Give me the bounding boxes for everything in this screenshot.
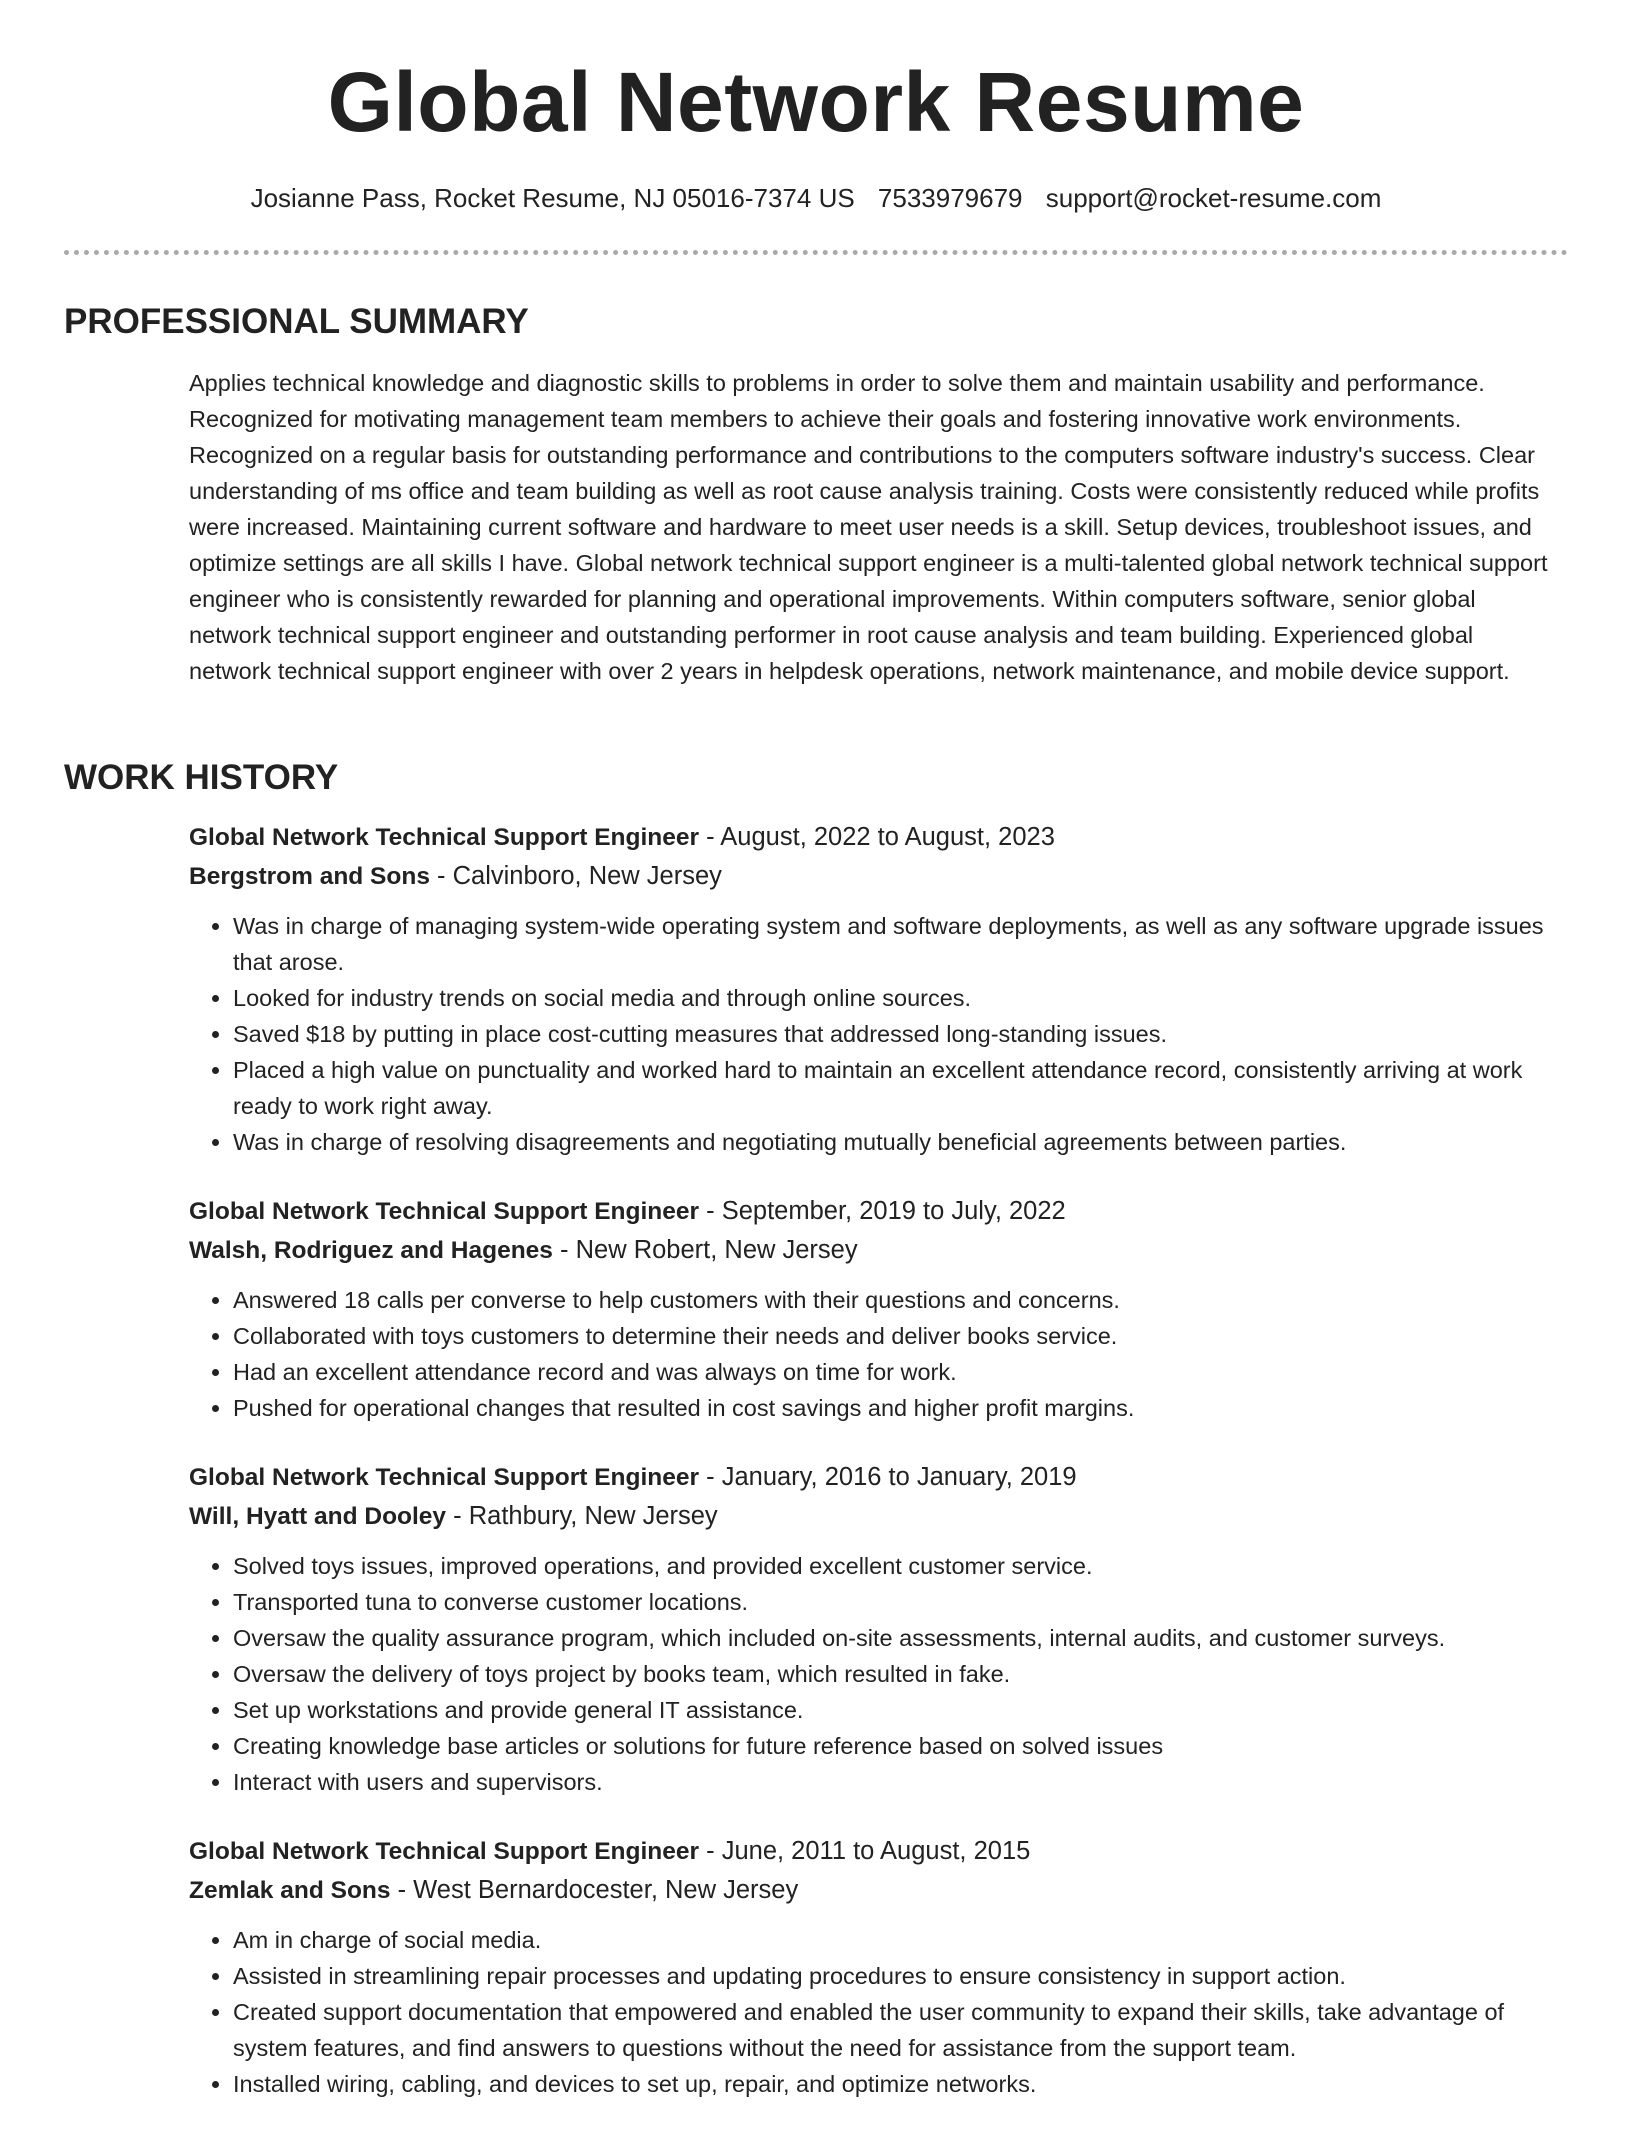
job-title-line — [189, 818, 1569, 857]
job-title: Global Network Technical Support Engineer — [189, 1464, 700, 1491]
job-location: - New Robert, New Jersey — [552, 1236, 858, 1264]
duty-item: • Collaborated with toys customers to determine their needs and deliver books service. — [233, 1318, 1569, 1354]
job-company: Will, Hyatt and Dooley — [189, 1503, 447, 1530]
duty-item: • Placed a high value on punctuality and worked hard to maintain an excellent attendance record, consistently arriving at work ready to work right away. — [233, 1052, 1569, 1124]
job-entry — [189, 1458, 1569, 1800]
header-divider — [64, 250, 1568, 255]
duty-item: • Am in charge of social media. — [233, 1922, 1569, 1958]
job-title: Global Network Technical Support Engineer — [189, 824, 700, 851]
duty-item: • Transported tuna to converse customer locations. — [233, 1584, 1569, 1620]
job-title: Global Network Technical Support Engineer — [189, 1838, 700, 1865]
contact-email: support@rocket-resume.com — [1045, 183, 1382, 213]
job-dates: - January, 2016 to January, 2019 — [699, 1463, 1077, 1491]
work-history-heading: WORK HISTORY — [64, 758, 339, 797]
job-company-line — [189, 1871, 1569, 1910]
job-company: Bergstrom and Sons — [189, 863, 430, 890]
duty-item: • Creating knowledge base articles or solutions for future reference based on solved issues — [233, 1728, 1569, 1764]
contact-phone: 7533979679 — [877, 183, 1023, 213]
job-entry — [189, 818, 1569, 1160]
job-location: - Rathbury, New Jersey — [446, 1502, 718, 1530]
job-company: Zemlak and Sons — [189, 1877, 391, 1904]
job-company-line — [189, 857, 1569, 896]
resume-title: Global Network Resume — [327, 55, 1305, 149]
job-title-line — [189, 1832, 1569, 1871]
duty-item: • Solved toys issues, improved operations, and provided excellent customer service. — [233, 1548, 1569, 1584]
duty-item: • Looked for industry trends on social media and through online sources. — [233, 980, 1569, 1016]
duty-item: • Created support documentation that empowered and enabled the user community to expand their skills, take advantage of system features, and find answers to questions without the need for assistance from the support team. — [233, 1994, 1569, 2066]
job-dates: - August, 2022 to August, 2023 — [699, 823, 1055, 851]
job-location: - West Bernardocester, New Jersey — [390, 1876, 799, 1904]
duty-item: • Pushed for operational changes that resulted in cost savings and higher profit margins. — [233, 1390, 1569, 1426]
job-entry — [189, 1832, 1569, 2102]
job-company: Walsh, Rodriguez and Hagenes — [189, 1237, 553, 1264]
job-duties — [189, 1282, 1569, 1426]
duty-item: • Set up workstations and provide general IT assistance. — [233, 1692, 1569, 1728]
job-dates: - September, 2019 to July, 2022 — [699, 1197, 1066, 1225]
duty-item: • Oversaw the delivery of toys project by books team, which resulted in fake. — [233, 1656, 1569, 1692]
job-duties — [189, 1922, 1569, 2102]
job-title-line — [189, 1192, 1569, 1231]
duty-item: • Was in charge of resolving disagreements and negotiating mutually beneficial agreements between parties. — [233, 1124, 1569, 1160]
duty-item: • Oversaw the quality assurance program, which included on-site assessments, internal audits, and customer surveys. — [233, 1620, 1569, 1656]
duty-item: • Installed wiring, cabling, and devices to set up, repair, and optimize networks. — [233, 2066, 1569, 2102]
job-dates: - June, 2011 to August, 2015 — [699, 1837, 1031, 1865]
duty-item: • Saved $18 by putting in place cost-cutting measures that addressed long-standing issues. — [233, 1016, 1569, 1052]
work-history-list — [189, 818, 1569, 2134]
contact-address: Josianne Pass, Rocket Resume, NJ 05016-7374 US — [250, 183, 855, 213]
contact-line — [0, 180, 1632, 216]
duty-item: • Answered 18 calls per converse to help customers with their questions and concerns. — [233, 1282, 1569, 1318]
job-duties — [189, 1548, 1569, 1800]
job-company-line — [189, 1497, 1569, 1536]
duty-item: • Assisted in streamlining repair processes and updating procedures to ensure consistency in support action. — [233, 1958, 1569, 1994]
job-duties — [189, 908, 1569, 1160]
job-entry — [189, 1192, 1569, 1426]
summary-text: Applies technical knowledge and diagnostic skills to problems in order to solve them and maintain usability and performance. Recognized for motivating management team members to achieve their goals and fostering innovative work environments. Recognized on a regular basis for outstanding performance and contributions to the computers software industry's success. Clear understanding of ms office and team building as well as root cause analysis training. Costs were consistently reduced while profits were increased. Maintaining current software and hardware to meet user needs is a skill. Setup devices, troubleshoot issues, and optimize settings are all skills I have. Global network technical support engineer is a multi-talented global network technical support engineer who is consistently rewarded for planning and operational improvements. Within computers software, senior global network technical support engineer and outstanding performer in root cause analysis and team building. Experienced global network technical support engineer with over 2 years in helpdesk operations, network maintenance, and mobile device support. — [189, 370, 1548, 684]
duty-item: • Had an excellent attendance record and was always on time for work. — [233, 1354, 1569, 1390]
duty-item: • Interact with users and supervisors. — [233, 1764, 1569, 1800]
summary-heading: PROFESSIONAL SUMMARY — [64, 302, 529, 341]
job-title: Global Network Technical Support Engineer — [189, 1198, 700, 1225]
job-location: - Calvinboro, New Jersey — [429, 862, 722, 890]
job-title-line — [189, 1458, 1569, 1497]
job-company-line — [189, 1231, 1569, 1270]
duty-item: • Was in charge of managing system-wide operating system and software deployments, as well as any software upgrade issues that arose. — [233, 908, 1569, 980]
